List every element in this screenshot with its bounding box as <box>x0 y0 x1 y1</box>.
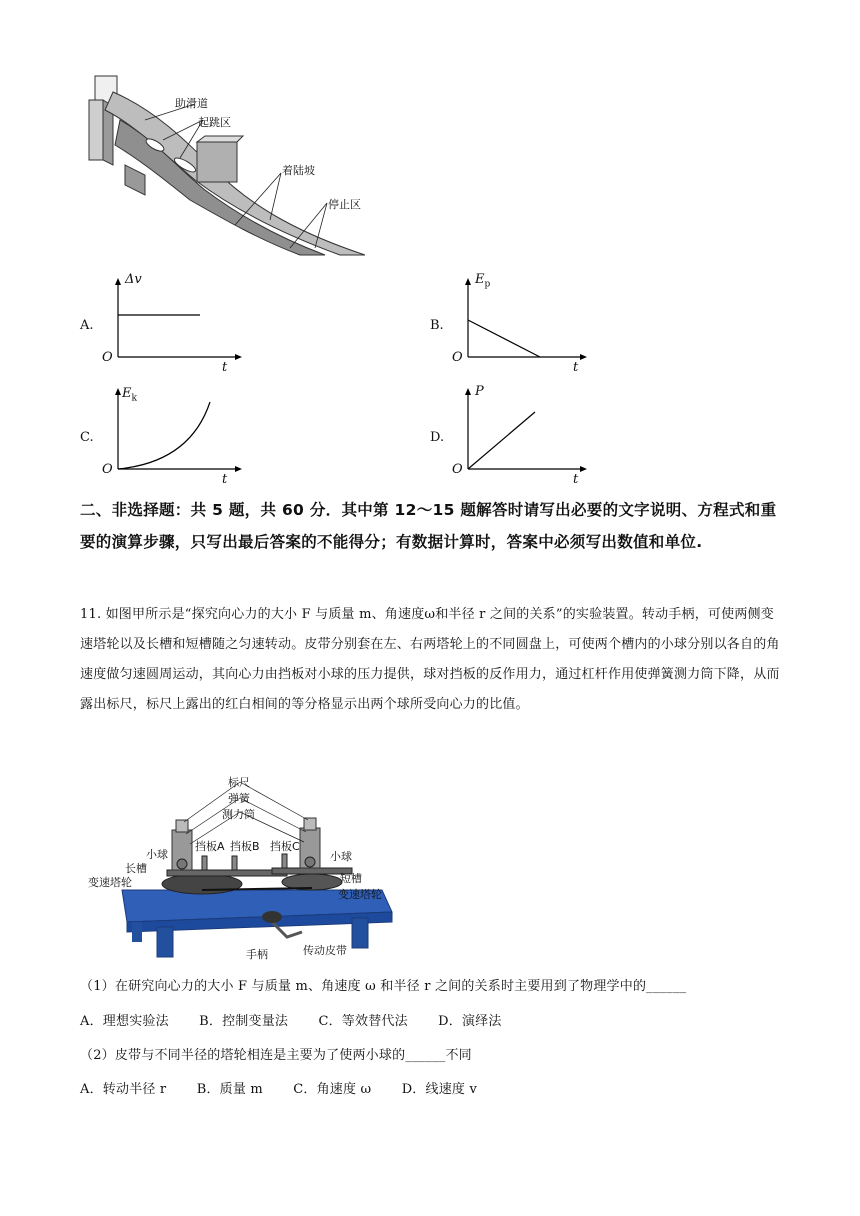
label-baffle-c: 挡板C <box>270 840 300 853</box>
graph-b-xlabel: t <box>573 360 579 375</box>
label-stop-zone: 停止区 <box>328 198 361 211</box>
label-baffle-a: 挡板A <box>195 840 225 853</box>
graph-d-xlabel: t <box>573 472 579 487</box>
label-landing-slope: 着陆坡 <box>282 164 315 177</box>
label-ball-left: 小球 <box>146 848 168 861</box>
sub2-option-d[interactable]: D．线速度 v <box>401 1082 477 1097</box>
graph-c-origin: O <box>102 462 113 477</box>
label-takeoff-zone: 起跳区 <box>198 116 231 129</box>
graph-a-origin: O <box>102 350 113 365</box>
label-scale: 标尺 <box>228 776 250 789</box>
label-tower-right: 变速塔轮 <box>338 888 382 901</box>
option-d-letter: D. <box>430 430 445 445</box>
graph-c-xlabel: t <box>222 472 228 487</box>
sub2-option-b[interactable]: B．质量 m <box>196 1082 263 1097</box>
graph-a <box>100 275 270 370</box>
label-force-tube: 测力筒 <box>222 808 255 821</box>
section-2-title: 二、非选择题：共 5 题，共 60 分．其中第 12～15 题解答时请写出必要的文字说明、方程式和重要的演算步骤，只写出最后答案的不能得分；有数据计算时，答案中必须写出数值和单位. <box>80 501 777 551</box>
sub1-option-d[interactable]: D．演绎法 <box>438 1014 502 1029</box>
sub1-option-a[interactable]: A．理想实验法 <box>80 1014 169 1029</box>
sub2-option-c[interactable]: C．角速度 ω <box>293 1082 372 1097</box>
sub-question-1: （1）在研究向心力的大小 F 与质量 m、角速度 ω 和半径 r 之间的关系时主要用到了物理学中的______ <box>80 979 687 994</box>
label-handle: 手柄 <box>246 948 268 961</box>
option-c-letter: C. <box>80 430 94 445</box>
ski-jump-figure <box>85 70 375 260</box>
sub-question-2: （2）皮带与不同半径的塔轮相连是主要为了使两小球的______不同 <box>80 1048 472 1063</box>
graph-a-ylabel: Δv <box>125 272 142 287</box>
option-a-letter: A. <box>80 318 94 333</box>
label-baffle-b: 挡板B <box>230 840 260 853</box>
label-long-groove: 长槽 <box>125 862 147 875</box>
question-11-text <box>80 600 780 720</box>
graph-b-ylabel: $E_p$ <box>475 272 491 290</box>
label-spring: 弹簧 <box>228 792 250 805</box>
sub-question-1-options <box>80 1010 780 1029</box>
label-assist-track: 助滑道 <box>175 97 208 110</box>
graph-c-ylabel: $E_k$ <box>122 386 137 404</box>
label-short-groove: 短槽 <box>340 872 362 885</box>
sub-question-2-options <box>80 1078 780 1097</box>
question-11-body: 11. 如图甲所示是“探究向心力的大小 F 与质量 m、角速度ω和半径 r 之间的关系”的实验装置。转动手柄，可使两侧变速塔轮以及长槽和短槽随之匀速转动。皮带分别套在左、右两塔轮上的不同圆盘上，可使两个槽内的小球分别以各自的角速度做匀速圆周运动，其向心力由挡板对小球的压力提供，球对挡板的反作用力，通过杠杆作用使弹簧测力筒下降，从而露出标尺，标尺上露出的红白相间的等分格显示出两个球所受向心力的比值。 <box>80 607 780 712</box>
graph-d-ylabel: P <box>475 384 484 399</box>
sub1-option-c[interactable]: C．等效替代法 <box>318 1014 408 1029</box>
graph-a-xlabel: t <box>222 360 228 375</box>
graph-d-origin: O <box>452 462 463 477</box>
graph-b-origin: O <box>452 350 463 365</box>
sub1-option-b[interactable]: B．控制变量法 <box>199 1014 289 1029</box>
label-tower-left: 变速塔轮 <box>88 876 132 889</box>
label-belt: 传动皮带 <box>303 944 347 957</box>
sub2-option-a[interactable]: A．转动半径 r <box>80 1082 167 1097</box>
graph-d <box>450 387 620 482</box>
option-b-letter: B. <box>430 318 444 333</box>
label-ball-right: 小球 <box>330 850 352 863</box>
